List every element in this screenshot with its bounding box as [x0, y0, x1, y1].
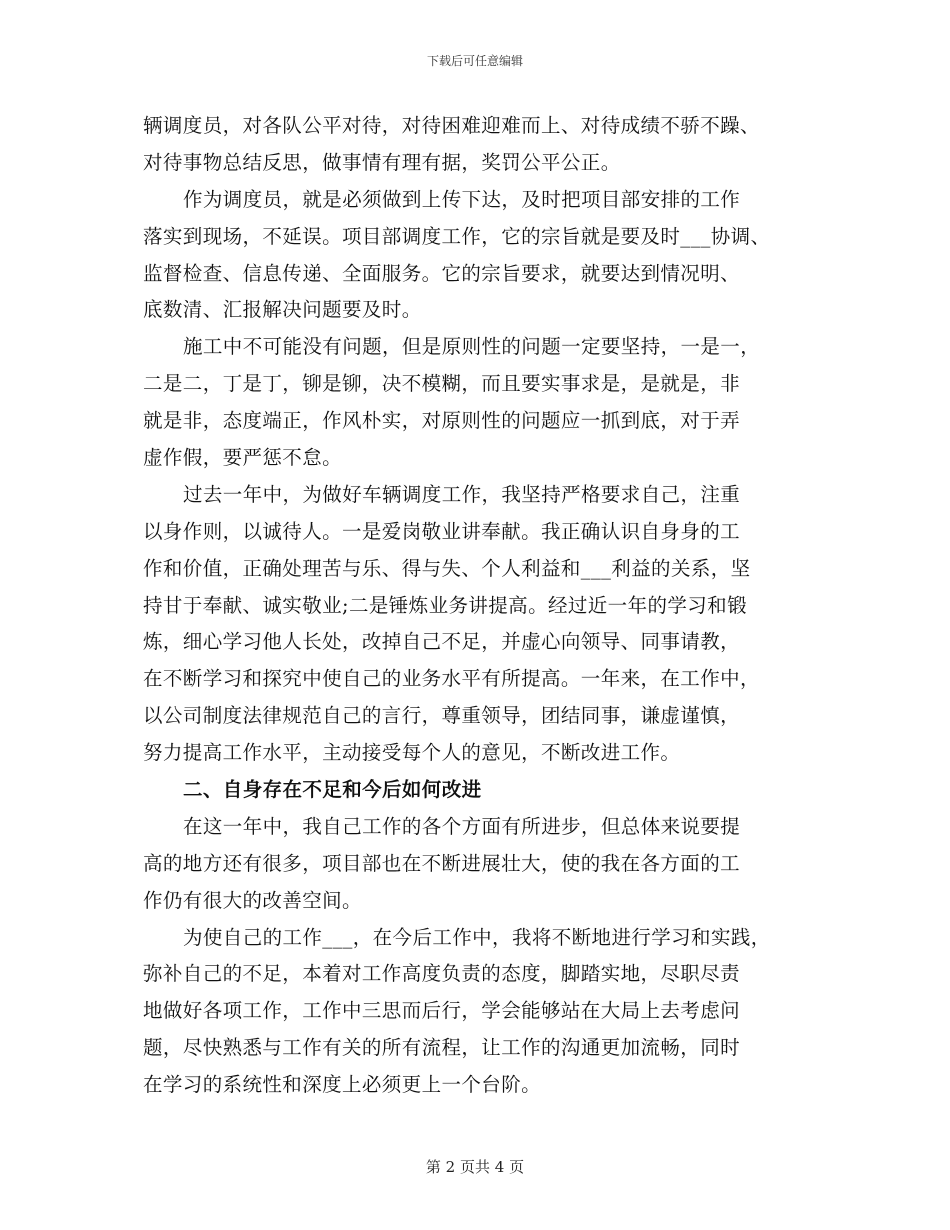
body-line: 以公司制度法律规范自己的言行，尊重领导，团结同事，谦虚谨慎，: [143, 704, 741, 728]
body-line: 作和价值，正确处理苦与乐、得与失、个人利益和___利益的关系，坚: [143, 556, 751, 580]
body-line: 弥补自己的不足，本着对工作高度负责的态度，脚踏实地，尽职尽责: [143, 962, 741, 986]
document-body: [143, 108, 823, 1104]
body-line: 题，尽快熟悉与工作有关的所有流程，让工作的沟通更加流畅，同时: [143, 1036, 741, 1060]
body-line: 高的地方还有很多，项目部也在不断进展壮大，使的我在各方面的工: [143, 851, 741, 875]
body-line: 持甘于奉献、诚实敬业;二是锤炼业务讲提高。经过近一年的学习和锻: [143, 593, 747, 617]
body-line: 落实到现场，不延误。项目部调度工作，它的宗旨就是要及时___协调、: [143, 224, 771, 248]
body-line: 二是二，丁是丁，铆是铆，决不模糊，而且要实事求是，是就是，非: [143, 372, 741, 396]
section-heading: 二、自身存在不足和今后如何改进: [183, 778, 482, 802]
paragraph-first-line: 过去一年中，为做好车辆调度工作，我坚持严格要求自己，注重: [183, 482, 741, 506]
page-number-footer: 第 2 页共 4 页: [425, 1158, 525, 1176]
paragraph-first-line: 施工中不可能没有问题，但是原则性的问题一定要坚持，一是一，: [183, 335, 761, 359]
body-line: 对待事物总结反思，做事情有理有据，奖罚公平公正。: [143, 150, 621, 174]
paragraph-first-line: 为使自己的工作___，在今后工作中，我将不断地进行学习和实践，: [183, 925, 771, 949]
body-line: 辆调度员，对各队公平对待，对待困难迎难而上、对待成绩不骄不躁、: [143, 114, 760, 137]
body-line: 监督检查、信息传递、全面服务。它的宗旨要求，就要达到情况明、: [143, 261, 741, 285]
body-line: 在不断学习和探究中使自己的业务水平有所提高。一年来，在工作中，: [143, 667, 760, 691]
body-line: 作仍有很大的改善空间。: [143, 888, 362, 912]
paragraph-first-line: 在这一年中，我自己工作的各个方面有所进步，但总体来说要提: [183, 814, 741, 838]
body-line: 就是非，态度端正，作风朴实，对原则性的问题应一抓到底，对于弄: [143, 409, 741, 433]
body-line: 地做好各项工作，工作中三思而后行，学会能够站在大局上去考虑问: [143, 999, 741, 1023]
body-line: 虚作假，要严惩不怠。: [143, 446, 343, 470]
body-line: 炼，细心学习他人长处，改掉自己不足，并虚心向领导、同事请教，: [143, 630, 741, 654]
page-header: 下载后可任意编辑: [426, 54, 523, 68]
body-line: 努力提高工作水平，主动接受每个人的意见，不断改进工作。: [143, 741, 681, 765]
body-line: 以身作则，以诚待人。一是爱岗敬业讲奉献。我正确认识自身身的工: [143, 519, 741, 543]
paragraph-first-line: 作为调度员，就是必须做到上传下达，及时把项目部安排的工作: [183, 187, 741, 211]
body-line: 底数清、汇报解决问题要及时。: [143, 298, 422, 322]
body-line: 在学习的系统性和深度上必须更上一个台阶。: [143, 1073, 542, 1097]
